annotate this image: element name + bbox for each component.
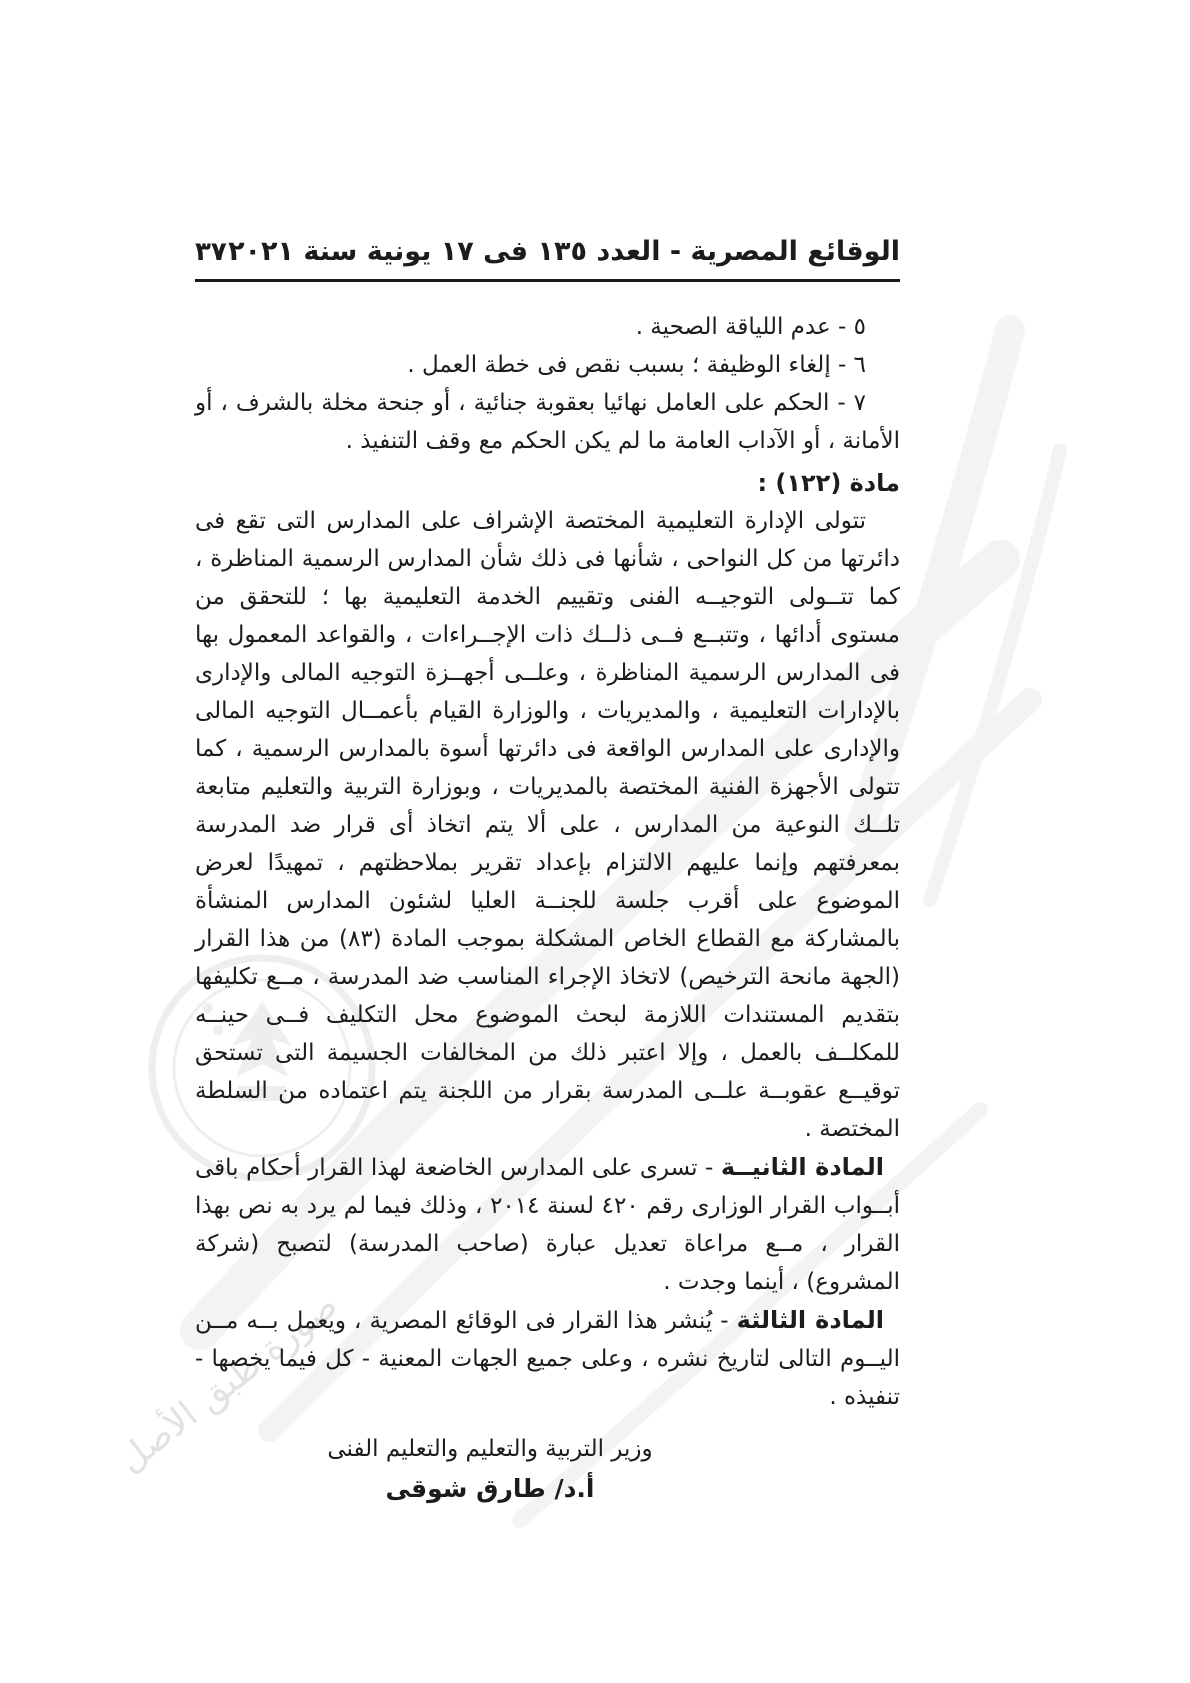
watermark-text: صورة طبق الأصل — [110, 1284, 346, 1481]
signature-name: أ.د/ طارق شوقى — [385, 1474, 595, 1503]
article-heading: مادة (١٢٢) : — [757, 469, 900, 497]
article-122-paragraph: تتولى الإدارة التعليمية المختصة الإشراف على المدارس التى تقع فى دائرتها من كل النواحى ، شأنها فى ذلك شأن المدارس الرسمية المناظرة ، كما تتــولى التوجيــه الفنى وتقييم الخدمة التعليمية بها ؛ للتحقق من مستوى أدائها ، وتتبــع فــى ذلــك ذات الإجــراءات ، والقواعد المعمول بها فى المدارس الرسمية المناظرة ، وعلــى أجهــزة التوجيه المالى والإدارى بالإدارات التعليمية ، والمديريات ، والوزارة القيام بأعمــال التوجيه المالى والإدارى على المدارس الواقعة فى دائرتها أسوة بالمدارس الرسمية ، كما تتولى الأجهزة الفنية المختصة بالمديريات ، وبوزارة التربية والتعليم متابعة تلــك النوعية من المدارس ، على ألا يتم اتخاذ أى قرار ضد المدرسة بمعرفتهم وإنما عليهم الالتزام بإعداد تقرير بملاحظتهم ، تمهيدًا لعرض الموضوع على أقرب جلسة للجنــة العليا لشئون المدارس المنشأة بالمشاركة مع القطاع الخاص المشكلة بموجب المادة (٨٣) من هذا القرار (الجهة مانحة الترخيص) لاتخاذ الإجراء المناسب ضد المدرسة ، مــع تكليفها بتقديم المستندات اللازمة لبحث الموضوع محل التكليف فــى حينــه للمكلــف بالعمل ، وإلا اعتبر ذلك من المخالفات الجسيمة التى تستحق توقيــع عقوبــة علــى المدرسة بقرار من اللجنة يتم اعتماده من السلطة المختصة . — [195, 508, 900, 1142]
list-item-5: ٥ - عدم اللياقة الصحية . — [635, 314, 866, 340]
page-number: ٣٧ — [195, 237, 227, 267]
article-second-text: - تسرى على المدارس الخاضعة لهذا القرار أحكام باقى أبــواب القرار الوزارى رقم ٤٢٠ لسنة ٢٠١٤ ، وذلك فيما لم يرد به نص بهذا القرار ، مــع مراعاة تعديل عبارة (صاحب المدرسة) لتصبح (شركة المشروع) ، أينما وجدت . — [195, 1155, 900, 1295]
signature-block — [325, 1436, 655, 1503]
article-third-title: المادة الثالثة — [736, 1306, 884, 1334]
article-third-text: - يُنشر هذا القرار فى الوقائع المصرية ، ويعمل بــه مــن اليــوم التالى لتاريخ نشره ، وعلى جميع الجهات المعنية - كل فيما يخصها - تنفيذه . — [195, 1308, 900, 1410]
signature-title: وزير التربية والتعليم والتعليم الفنى — [327, 1436, 653, 1462]
document-content — [195, 236, 900, 1503]
article-second — [195, 1148, 900, 1301]
article-third — [195, 1301, 900, 1416]
article-second-title: المادة الثانيــة — [720, 1153, 884, 1181]
header-divider — [195, 279, 900, 282]
page-header — [195, 236, 900, 267]
gazette-title: الوقائع المصرية - العدد ١٣٥ فى ١٧ يونية سنة ٢٠٢١ — [228, 236, 900, 267]
list-item-7: ٧ - الحكم على العامل نهائيا بعقوبة جنائية ، أو جنحة مخلة بالشرف ، أو الأمانة ، أو الآداب العامة ما لم يكن الحكم مع وقف التنفيذ . — [195, 390, 900, 454]
list-item-6: ٦ - إلغاء الوظيفة ؛ بسبب نقص فى خطة العمل . — [407, 352, 866, 378]
